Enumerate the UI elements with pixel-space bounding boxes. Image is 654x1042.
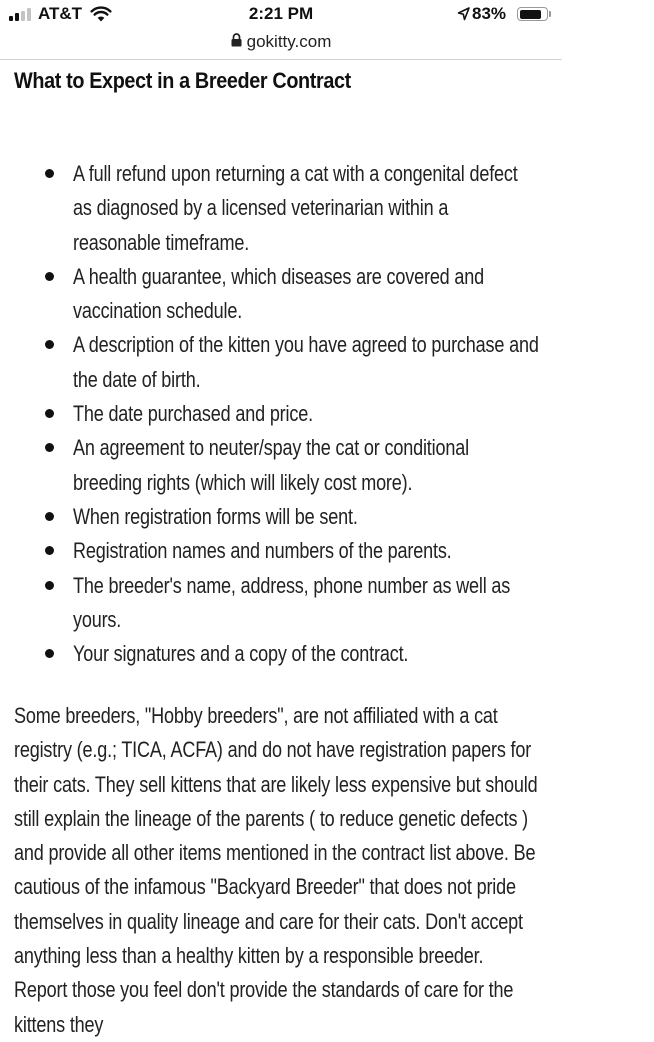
bullet-icon: [45, 272, 54, 281]
list-item: [0, 500, 570, 534]
body-paragraph: [14, 699, 654, 1042]
list-item: [0, 328, 570, 397]
bullet-icon: [45, 512, 54, 521]
list-item: [0, 637, 570, 671]
bullet-icon: [45, 443, 54, 452]
battery-tip: [549, 11, 551, 17]
clock: 2:21 PM: [248, 4, 314, 23]
body-paragraph-text: Some breeders, "Hobby breeders", are not affiliated with a cat registry (e.g.; TICA, ACFA) and do not have registration papers for their cats. They sell kittens that are likely less expensive but should still explain the lineage of the parents ( to reduce genetic defects ) and provide all other items mentioned in the contract list above. Be cautious of the infamous "Backyard Breeder" that does not pride themselves in quality lineage and care for their cats. Don't accept anything less than a healthy kitten by a responsible breeder. Report those you feel don't provide the standards of care for the kittens they: [14, 703, 538, 1037]
list-item-text: Registration names and numbers of the parents.: [73, 538, 452, 564]
bullet-icon: [45, 409, 54, 418]
url-text[interactable]: gokitty.com: [246, 32, 332, 51]
list-item-text: The breeder's name, address, phone number as well as yours.: [73, 572, 511, 632]
bullet-icon: [45, 340, 54, 349]
location-arrow-icon: [457, 7, 470, 26]
battery-percent: 83%: [472, 4, 507, 23]
article-heading: What to Expect in a Breeder Contract: [14, 68, 351, 93]
list-item-text: A full refund upon returning a cat with a congenital defect as diagnosed by a licensed veterinarian within a reasonable timeframe.: [73, 161, 518, 255]
list-item: [0, 260, 570, 329]
address-bar[interactable]: [0, 28, 562, 56]
bullet-icon: [45, 581, 54, 590]
list-item-text: Your signatures and a copy of the contract.: [73, 641, 409, 667]
bullet-icon: [45, 546, 54, 555]
list-item-text: When registration forms will be sent.: [73, 503, 358, 529]
list-item: [0, 397, 570, 431]
battery-level-fill: [520, 10, 542, 19]
status-bar: [0, 0, 562, 30]
list-item-text: A health guarantee, which diseases are covered and vaccination schedule.: [73, 263, 485, 324]
bullet-icon: [45, 169, 54, 178]
list-item: [0, 569, 570, 638]
lock-icon: [231, 33, 242, 52]
list-item: [0, 157, 570, 260]
list-item-text: A description of the kitten you have agreed to purchase and the date of birth.: [73, 332, 539, 392]
carrier-name: AT&T: [38, 4, 83, 23]
battery-icon: [517, 7, 548, 21]
address-bar-divider: [0, 59, 562, 60]
list-item-text: The date purchased and price.: [73, 401, 313, 427]
bullet-icon: [45, 649, 54, 658]
list-item-text: An agreement to neuter/spay the cat or conditional breeding rights (which will likely cost more).: [73, 435, 469, 495]
list-item: [0, 431, 570, 500]
list-item: [0, 534, 570, 568]
contract-checklist: [0, 157, 562, 671]
